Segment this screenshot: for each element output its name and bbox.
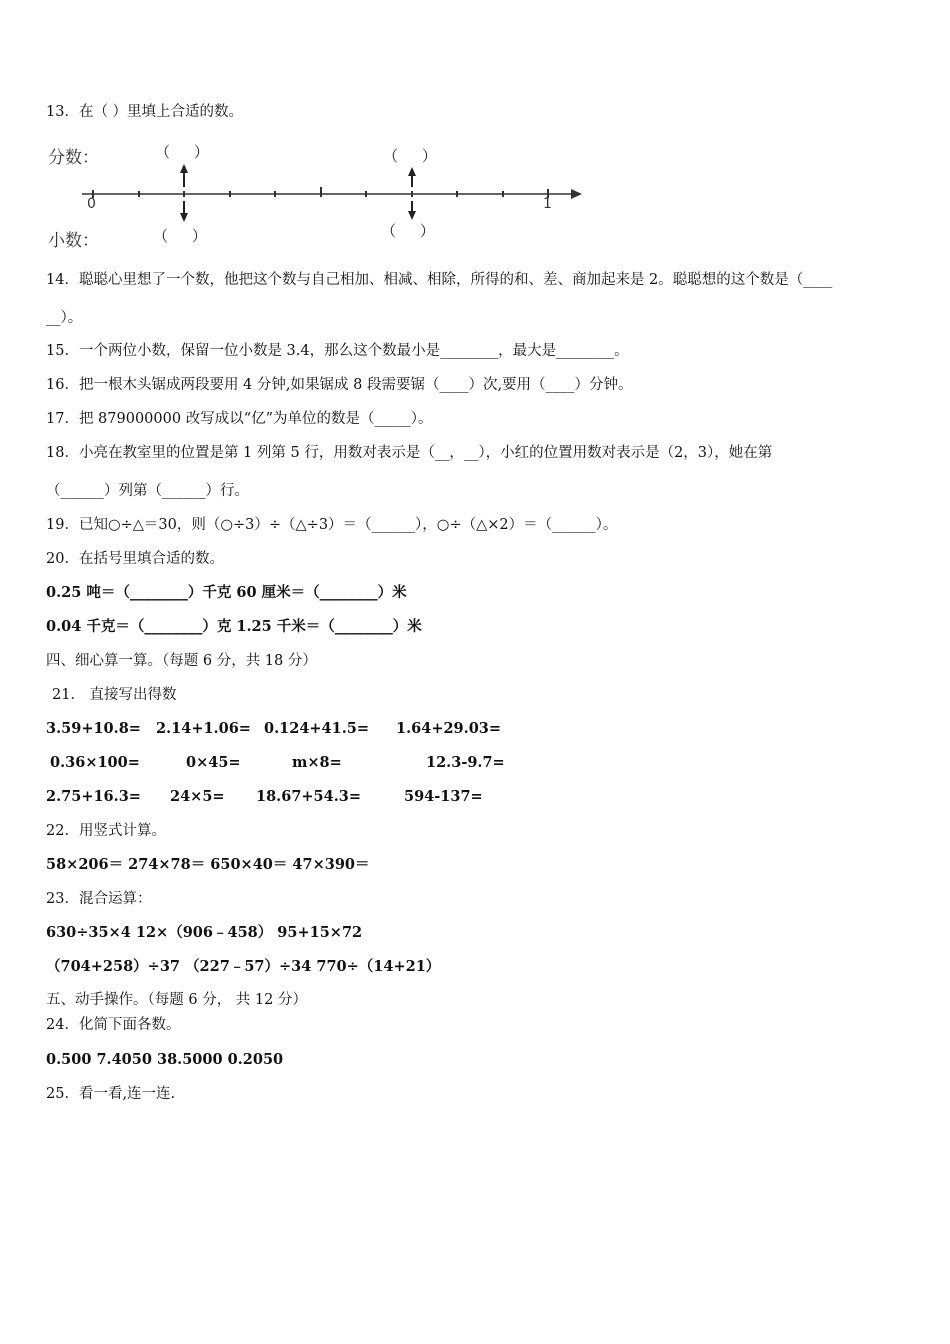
section-4-heading: 四、细心算一算。（每题 6 分，共 18 分） xyxy=(46,653,317,669)
calc-item: 0.36×100= xyxy=(50,754,140,771)
calc-item: 2.14+1.06= xyxy=(156,720,251,737)
number-line-arrowhead xyxy=(571,189,582,199)
calc-item: m×8= xyxy=(292,754,342,771)
calc-item: 594-137= xyxy=(404,788,483,805)
q19: 19．已知○÷△＝30，则（○÷3）÷（△÷3）＝（______），○÷（△×2）＝（______）。 xyxy=(46,517,618,533)
arrow-down-a-head xyxy=(180,213,188,222)
q20-title: 20．在括号里填合适的数。 xyxy=(46,551,224,567)
fraction-blank-2: （ ） xyxy=(383,147,437,165)
calc-item: 12.3-9.7= xyxy=(426,754,505,771)
q14-line1: 14．聪聪心里想了一个数，他把这个数与自己相加、相减、相除，所得的和、差、商加起来是 2。聪聪想的这个数是（____ xyxy=(46,272,833,288)
calc-item: 3.59+10.8= xyxy=(46,720,141,737)
calc-item: 2.75+16.3= xyxy=(46,788,141,805)
q23-line2: （704+258）÷37 （227﹣57）÷34 770÷（14+21） xyxy=(46,958,441,975)
calc-item: 0.124+41.5= xyxy=(264,720,370,737)
q20-line2: 0.04 千克＝（________）克 1.25 千米＝（________）米 xyxy=(46,618,422,635)
q13-title: 13．在（ ）里填上合适的数。 xyxy=(46,104,244,120)
arrow-up-a-head xyxy=(180,164,188,173)
q16: 16．把一根木头锯成两段要用 4 分钟,如果锯成 8 段需要锯（____）次,要用（____）分钟。 xyxy=(46,377,633,393)
decimal-label: 小数： xyxy=(48,231,99,251)
q23-line1: 630÷35×4 12×（906﹣458） 95+15×72 xyxy=(46,924,363,941)
fraction-blank-1: （ ） xyxy=(155,143,209,161)
number-line-zero: 0 xyxy=(87,196,96,212)
section-5-heading: 五、动手操作。（每题 6 分， 共 12 分） xyxy=(46,992,307,1008)
q20-line1: 0.25 吨＝（________）千克 60 厘米＝（________）米 xyxy=(46,584,407,601)
q22-title: 22．用竖式计算。 xyxy=(46,823,166,839)
q17: 17．把 879000000 改写成以“亿”为单位的数是（_____）。 xyxy=(46,411,433,427)
decimal-blank-1: （ ） xyxy=(153,227,207,245)
q24-line: 0.500 7.4050 38.5000 0.2050 xyxy=(46,1051,284,1068)
q23-title: 23．混合运算： xyxy=(46,891,152,907)
q24-title: 24．化简下面各数。 xyxy=(46,1017,181,1033)
q15: 15．一个两位小数，保留一位小数是 3.4，那么这个数最小是________，最大是________。 xyxy=(46,343,629,359)
arrow-up-b-head xyxy=(408,167,416,176)
number-line-one: 1 xyxy=(543,196,552,212)
q18-line2: （______）列第（______）行。 xyxy=(46,483,249,499)
calc-item: 0×45= xyxy=(186,754,241,771)
q22-line: 58×206＝ 274×78＝ 650×40＝ 47×390＝ xyxy=(46,856,370,873)
decimal-blank-2: （ ） xyxy=(381,222,435,240)
number-line-svg xyxy=(0,0,950,260)
q18-line1: 18．小亮在教室里的位置是第 1 列第 5 行，用数对表示是（__，__），小红的位置用数对表示是（2，3），她在第 xyxy=(46,445,773,461)
calc-item: 24×5= xyxy=(170,788,225,805)
q21-title: 21． 直接写出得数 xyxy=(52,687,177,703)
q25: 25．看一看,连一连. xyxy=(46,1086,176,1102)
arrow-down-b-head xyxy=(408,211,416,220)
calc-item: 18.67+54.3= xyxy=(256,788,362,805)
fraction-label: 分数： xyxy=(48,148,99,168)
calc-item: 1.64+29.03= xyxy=(396,720,502,737)
q14-line2: __）。 xyxy=(46,310,83,326)
